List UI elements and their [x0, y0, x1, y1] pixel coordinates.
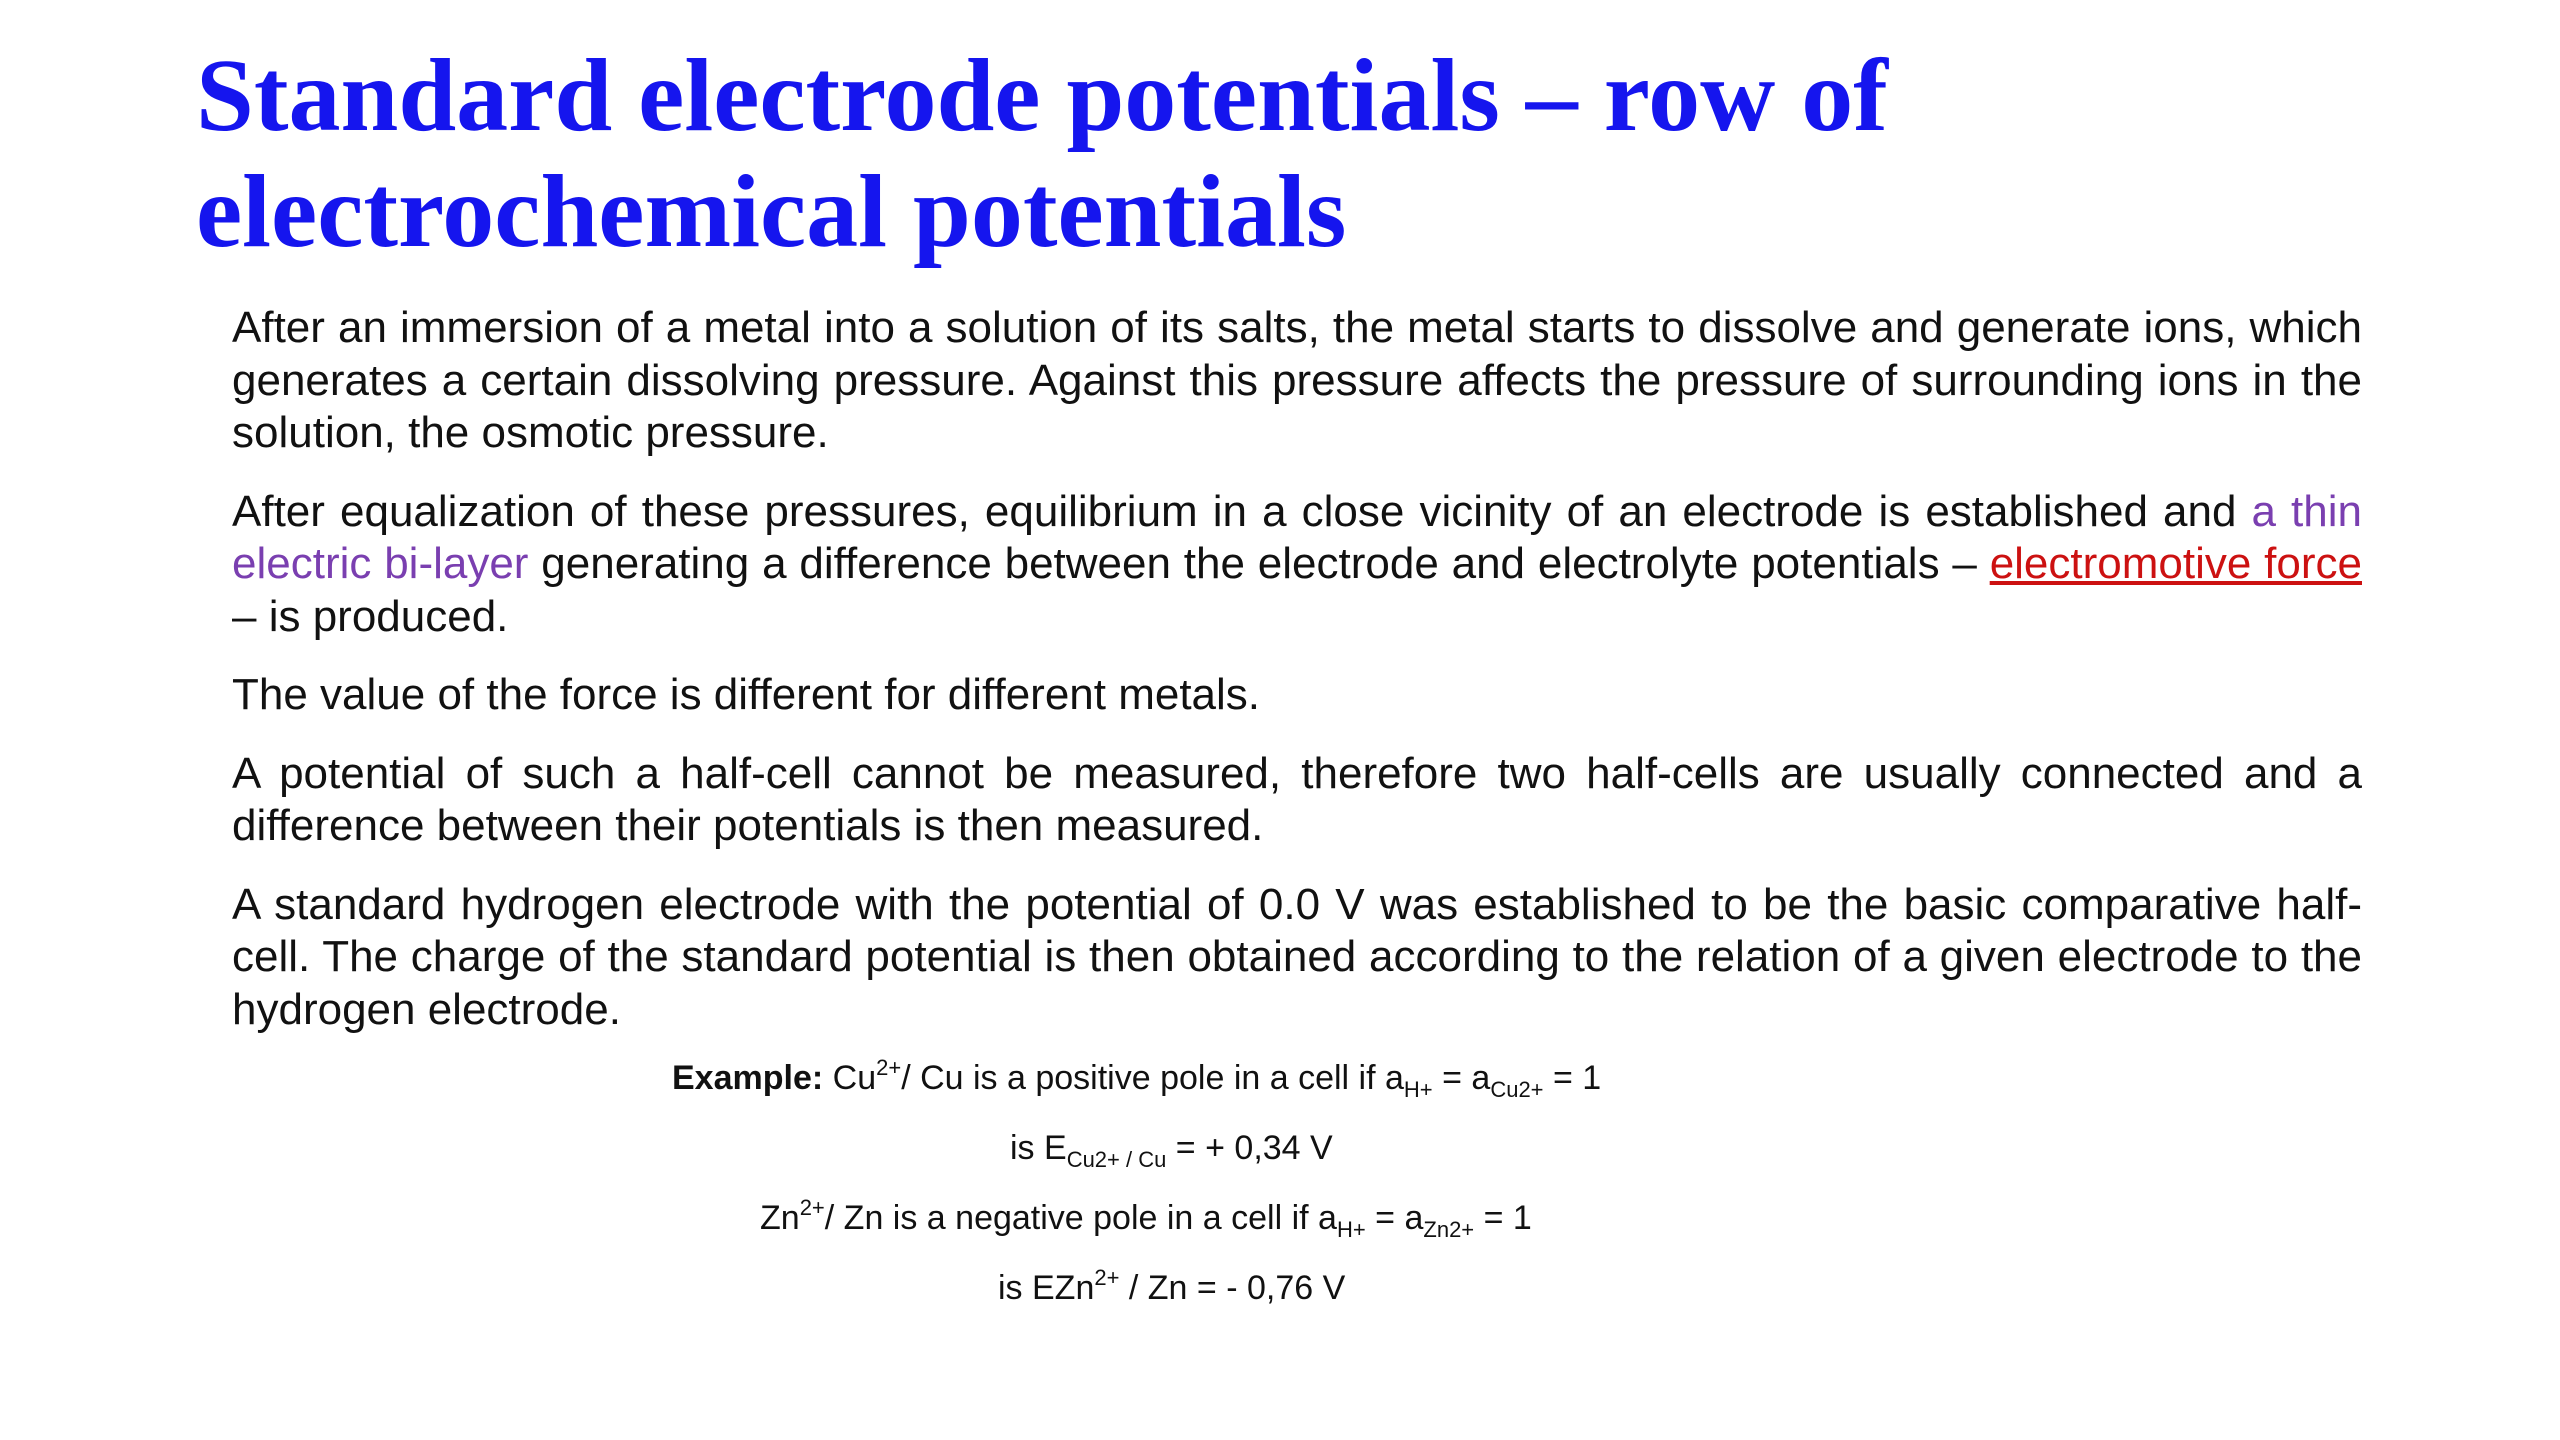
formula-text: / Cu is a positive pole in a cell if a [901, 1059, 1404, 1097]
electromotive-force-link[interactable]: electromotive force [1989, 539, 2362, 588]
superscript: 2+ [1094, 1265, 1120, 1290]
formula-text: = 1 [1543, 1059, 1602, 1097]
example-line-copper-potential [1010, 1128, 1333, 1172]
slide-title: Standard electrode potentials – row of electrochemical potentials [196, 38, 1888, 269]
subscript: Cu2+ [1490, 1077, 1544, 1102]
formula-text: = a [1432, 1059, 1491, 1097]
example-line-zinc [760, 1195, 1532, 1242]
subscript: Zn2+ [1423, 1217, 1475, 1242]
subscript: H+ [1336, 1217, 1366, 1242]
bi-layer-highlight: a thin electric bi-layer [232, 486, 2362, 588]
paragraph-force-value: The value of the force is different for different metals. [232, 670, 1261, 719]
subscript: H+ [1403, 1077, 1433, 1102]
formula-text: Zn [760, 1199, 800, 1237]
formula-text: / Zn is a negative pole in a cell if a [824, 1199, 1337, 1237]
paragraph-hydrogen-electrode: A standard hydrogen electrode with the potential of 0.0 V was established to be the basic comparative half-cell. The charge of the standard potential is then obtained according to the relation of a given electrode to the hydrogen electrode. [232, 879, 2362, 1034]
paragraph-half-cell: A potential of such a half-cell cannot be measured, therefore two half-cells are usually connected and a difference between their potentials is then measured. [232, 748, 2362, 850]
formula-text: is EZn [998, 1269, 1095, 1307]
example-line-zinc-potential [998, 1265, 1346, 1308]
formula-text: = + 0,34 V [1166, 1129, 1333, 1167]
subscript: Cu2+ / Cu [1066, 1147, 1167, 1172]
example-line-copper [672, 1055, 1602, 1102]
formula-text: = 1 [1474, 1199, 1532, 1237]
formula-text: Cu [823, 1059, 877, 1097]
paragraph-immersion: After an immersion of a metal into a solution of its salts, the metal starts to dissolve and generate ions, which generates a certain dissolving pressure. Against this pressure affects the pressure of surrounding ions in the solution, the osmotic pressure. [232, 303, 2362, 457]
slide-body [232, 302, 2362, 1062]
superscript: 2+ [799, 1195, 825, 1220]
paragraph-equalization [232, 486, 2362, 644]
formula-text: / Zn = - 0,76 V [1119, 1269, 1346, 1307]
paragraph-text: After equalization of these pressures, equilibrium in a close vicinity of an electrode is established and [232, 486, 2252, 536]
paragraph-text: generating a difference between the electrode and electrolyte potentials – [528, 539, 1990, 588]
superscript: 2+ [876, 1055, 902, 1080]
paragraph-text: – is produced. [232, 591, 509, 641]
formula-text: = a [1365, 1199, 1424, 1237]
formula-text: is E [1010, 1129, 1067, 1167]
example-label: Example: [672, 1059, 824, 1097]
